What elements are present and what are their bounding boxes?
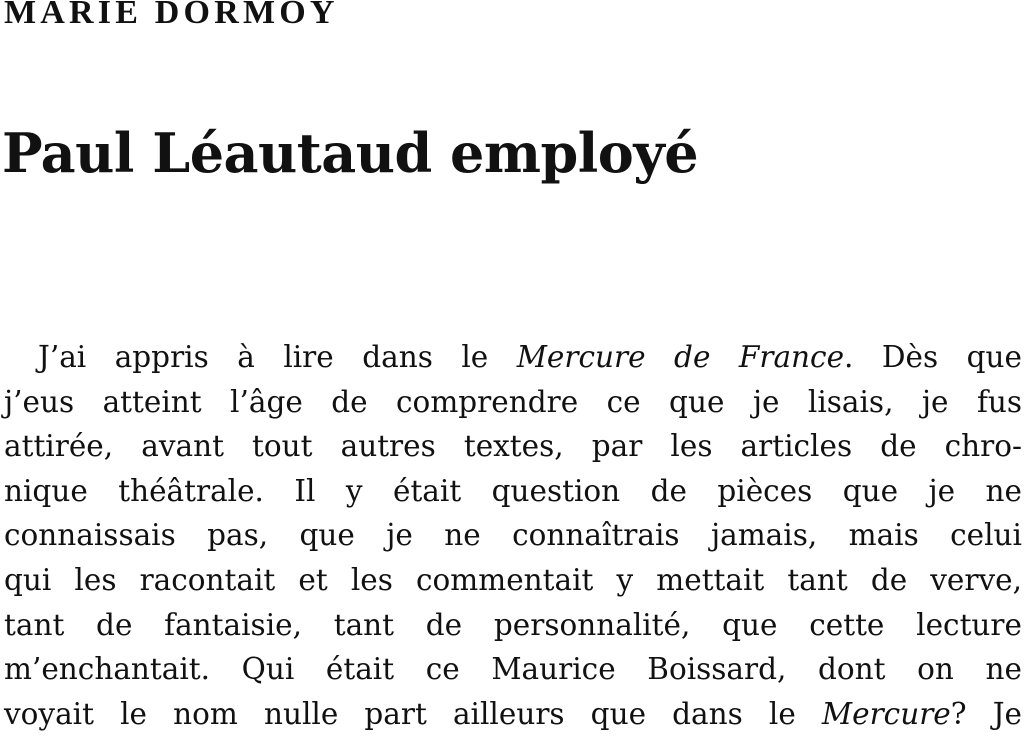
article-body bbox=[4, 335, 1022, 736]
body-line-9 bbox=[4, 692, 1022, 737]
body-line-4: nique théâtrale. Il y était question de pièces que je ne bbox=[4, 473, 1022, 508]
body-line-2: j’eus atteint l’âge de comprendre ce que je lisais, je fus bbox=[4, 384, 1022, 419]
body-line-3: attirée, avant tout autres textes, par les articles de chro- bbox=[4, 429, 1022, 464]
journal-name-mercure: Mercure bbox=[821, 696, 951, 731]
journal-name-mercure-de-france: Mercure de France bbox=[516, 340, 845, 374]
body-line-1 bbox=[4, 335, 1022, 380]
body-line-8: m’enchantait. Qui était ce Maurice Boissard, dont on ne bbox=[4, 652, 1022, 687]
body-line-9-start: voyait le nom nulle part ailleurs que dans le bbox=[4, 696, 822, 731]
body-line-1-start: J’ai appris à lire dans le bbox=[38, 340, 517, 374]
author-name: MARIE DORMOY bbox=[4, 0, 339, 31]
body-line-7: tant de fantaisie, tant de personnalité, que cette lecture bbox=[4, 607, 1022, 642]
body-line-5: connaissais pas, que je ne connaîtrais jamais, mais celui bbox=[4, 518, 1022, 553]
article-title: Paul Léautaud employé bbox=[2, 121, 699, 185]
body-line-6: qui les racontait et les commentait y mettait tant de verve, bbox=[4, 562, 1022, 597]
body-line-1-end: . Dès que bbox=[844, 340, 1022, 374]
body-line-9-end: ? Je bbox=[950, 696, 1022, 731]
